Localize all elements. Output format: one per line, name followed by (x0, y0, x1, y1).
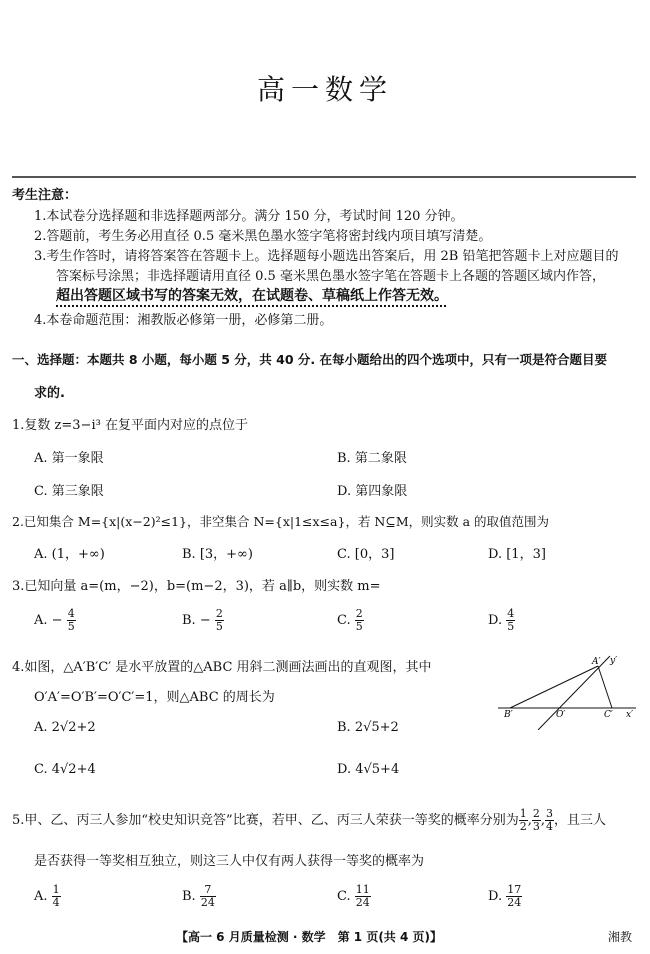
label-a: A′ (592, 657, 601, 667)
q5-option-a-fraction (52, 884, 61, 909)
numerator: 7 (200, 884, 216, 897)
q5-option-c-label: C. (337, 889, 351, 904)
page-title: 高一数学 (256, 73, 393, 106)
q5-prob-2 (532, 808, 541, 833)
numerator: 3 (545, 807, 553, 820)
q4-option-c: C. 4√2+4 (34, 762, 96, 777)
q5-option-b-fraction (200, 884, 216, 909)
denominator: 24 (200, 896, 215, 909)
question-4-stem-line1: 4.如图，△A′B′C′ 是水平放置的△ABC 用斜二测画法画出的直观图，其中 (12, 660, 432, 675)
page-footer: 【高一 6 月质量检测 · 数学 第 1 页(共 4 页)】 (176, 930, 442, 944)
numerator: 11 (355, 883, 370, 896)
q5-prob-1 (519, 808, 528, 833)
q2-option-c: C. [0，3] (337, 547, 395, 562)
q3-option-b-fraction (215, 608, 224, 633)
q3-option-d-fraction (506, 608, 515, 633)
notice-heading: 考生注意： (12, 188, 78, 203)
numerator: 1 (519, 807, 527, 820)
denominator: 4 (545, 820, 553, 833)
q5-stem-text-end: ，且三人 (553, 813, 606, 828)
notice-item-2: 2.答题前，考生务必用直径 0.5 毫米黑色墨水签字笔将密封线内项目填写清楚。 (34, 229, 492, 244)
section-header-cont: 求的. (34, 386, 65, 401)
label-y: y′ (610, 656, 618, 666)
denominator: 5 (355, 620, 363, 633)
q5-option-a (34, 884, 61, 909)
q1-option-a: A. 第一象限 (34, 451, 104, 466)
notice-item-3: 3.考生作答时，请将答案答在答题卡上。选择题每小题选出答案后，用 2B 铅笔把答题卡上对应题目的 (34, 249, 619, 264)
q3-option-d-label: D. (488, 613, 503, 628)
q2-option-b: B. [3，+∞) (182, 547, 253, 562)
q5-stem-text: 5.甲、乙、丙三人参加“校史知识竞答”比赛，若甲、乙、丙三人荣获一等奖的概率分别为 (12, 813, 519, 828)
q3-option-d (488, 608, 515, 633)
y-axis (538, 656, 610, 730)
denominator: 24 (507, 896, 522, 909)
q3-option-a-label: A. − (34, 613, 63, 628)
denominator: 24 (355, 896, 370, 909)
q5-option-c-fraction (355, 884, 371, 909)
q2-option-a: A. (1，+∞) (34, 547, 105, 562)
denominator: 5 (67, 620, 75, 633)
denominator: 4 (52, 896, 60, 909)
q2-option-d: D. [1，3] (488, 547, 546, 562)
numerator: 2 (355, 607, 363, 620)
q5-option-d-fraction (506, 884, 522, 909)
numerator: 4 (507, 607, 515, 620)
divider (12, 176, 636, 178)
notice-item-3-emphasis: 超出答题区域书写的答案无效，在试题卷、草稿纸上作答无效。 (56, 288, 448, 304)
q5-option-d-label: D. (488, 889, 503, 904)
oblique-projection-figure (494, 650, 640, 730)
q5-option-d (488, 884, 522, 909)
q5-option-c (337, 884, 371, 909)
notice-item-1: 1.本试卷分选择题和非选择题两部分。满分 150 分，考试时间 120 分钟。 (34, 209, 464, 224)
question-5-stem-line1: 5.甲、乙、丙三人参加“校史知识竞答”比赛，若甲、乙、丙三人荣获一等奖的概率分别为 $\frac{1}{2}$ , $\frac{2}{3}$ , $\frac{3}{4}$ ，且三人 (12, 807, 606, 833)
question-2-stem: 2.已知集合 M={x|(x−2)²≤1}，非空集合 N={x|1≤x≤a}，若 N⊆M，则实数 a 的取值范围为 (12, 514, 550, 529)
q4-option-b: B. 2√5+2 (337, 720, 399, 735)
denominator: 5 (215, 620, 223, 633)
notice-item-3-cont: 答案标号涂黑；非选择题请用直径 0.5 毫米黑色墨水签字笔在答题卡上各题的答题区域内作答， (56, 269, 605, 284)
footer-edition: 湘教 (608, 930, 633, 944)
label-b: B′ (504, 710, 513, 720)
q3-option-b (182, 608, 224, 633)
q1-option-d: D. 第四象限 (337, 484, 408, 499)
segment-b-a (510, 666, 598, 708)
question-3-stem: 3.已知向量 a=(m，−2)，b=(m−2，3)，若 a∥b，则实数 m= (12, 579, 381, 594)
q5-option-a-label: A. (34, 889, 48, 904)
label-x: x′ (626, 710, 634, 720)
notice-item-4: 4.本卷命题范围：湘教版必修第一册，必修第二册。 (34, 313, 333, 328)
q3-option-a (34, 608, 76, 633)
numerator: 1 (52, 883, 60, 896)
label-c: C′ (604, 710, 613, 720)
q1-option-b: B. 第二象限 (337, 451, 407, 466)
q4-option-d: D. 4√5+4 (337, 762, 400, 777)
q3-option-a-fraction (67, 608, 76, 633)
numerator: 17 (507, 883, 522, 896)
denominator: 3 (532, 820, 540, 833)
numerator: 2 (532, 807, 540, 820)
question-5-stem-line2: 是否获得一等奖相互独立，则这三人中仅有两人获得一等奖的概率为 (34, 854, 425, 869)
label-o: O′ (556, 710, 566, 720)
numerator: 4 (67, 607, 75, 620)
question-4-stem-line2: O′A′=O′B′=O′C′=1，则△ABC 的周长为 (34, 690, 275, 705)
q5-option-b-label: B. (182, 889, 196, 904)
q1-option-c: C. 第三象限 (34, 484, 104, 499)
q3-option-c-label: C. (337, 613, 351, 628)
q3-option-c-fraction (355, 608, 364, 633)
q3-option-b-label: B. − (182, 613, 211, 628)
question-1-stem: 1.复数 z=3−i³ 在复平面内对应的点位于 (12, 418, 248, 433)
denominator: 5 (507, 620, 515, 633)
denominator: 2 (519, 820, 527, 833)
numerator: 2 (215, 607, 223, 620)
q5-prob-3 (545, 808, 554, 833)
q5-option-b (182, 884, 216, 909)
q4-option-a: A. 2√2+2 (34, 720, 96, 735)
segment-a-c (598, 666, 612, 708)
section-header: 一、选择题：本题共 8 小题，每小题 5 分，共 40 分. 在每小题给出的四个选项中，只有一项是符合题目要 (12, 352, 608, 367)
q3-option-c (337, 608, 364, 633)
